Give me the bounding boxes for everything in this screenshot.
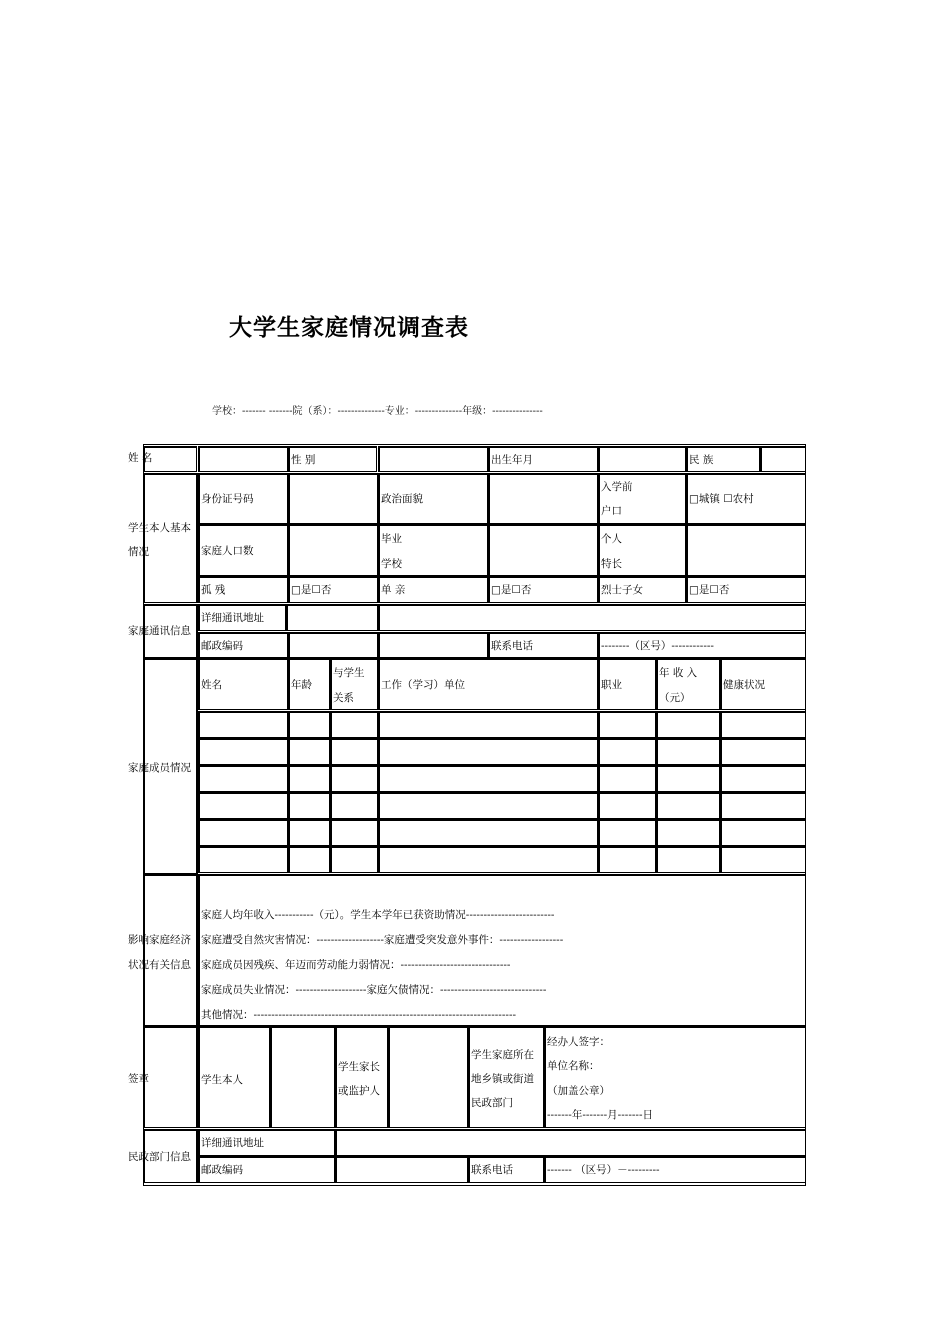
member-row-1-cell-4[interactable] [378,711,598,738]
label-family-count: 家庭人口数 [201,545,254,557]
econ-info-box[interactable] [198,874,806,1026]
member-row-4-cell-4[interactable] [378,792,598,819]
label-civil-3: 民政部门 [471,1097,513,1109]
label-martyr: 烈士子女 [601,584,643,596]
label-stamp: （加盖公章） [547,1085,610,1097]
cell-postcode-label [198,632,288,658]
member-row-3-cell-5[interactable] [598,765,656,792]
member-row-6-cell-2[interactable] [288,846,330,873]
label-address: 详细通讯地址 [201,612,264,624]
field-address-a[interactable] [286,604,378,631]
field-single-parent[interactable] [488,576,598,603]
label-orphan: 孤 残 [201,584,226,596]
field-ethnic[interactable] [760,446,806,472]
hukou-options: □城镇 ☐农村 [689,493,754,505]
cell-political-label [378,473,488,524]
member-row-2-cell-3[interactable] [330,738,378,765]
field-postcode-b[interactable] [378,632,488,658]
cell-gender-label [288,446,377,472]
label-political: 政治面貌 [381,493,423,505]
member-row-5-cell-1[interactable] [198,819,288,846]
member-row-6-cell-5[interactable] [598,846,656,873]
label-civil-address: 详细通讯地址 [201,1137,264,1149]
field-civil-address[interactable] [335,1129,806,1156]
field-postcode[interactable] [288,632,378,658]
member-row-3-cell-7[interactable] [720,765,806,792]
label-idno: 身份证号码 [201,493,254,505]
sign-section-label-cell [143,1026,198,1128]
field-idno[interactable] [288,473,378,524]
header-member-work [378,658,598,710]
field-parent-sign[interactable] [388,1026,468,1128]
label-member-income: 年 收 入 [659,667,698,679]
label-name: 姓 名 [128,452,153,464]
label-birth: 出生年月 [491,454,533,466]
econ-line-2: 家庭遭受自然灾害情况：-------------------家庭遭受突发意外事件：------------------ [201,934,564,946]
cell-hukou-label [598,473,686,524]
header-member-income [656,658,720,710]
member-row-5-cell-4[interactable] [378,819,598,846]
cell-single-parent-label [378,576,488,603]
label-civil-phone: 联系电话 [471,1164,513,1176]
label-hukou: 入学前 [601,481,633,493]
member-row-3-cell-4[interactable] [378,765,598,792]
cell-martyr-label [598,576,686,603]
field-phone[interactable] [598,632,806,658]
contact-section-label-cell [143,604,198,658]
label-sign: 签章 [128,1073,149,1085]
cell-civil-label [468,1026,544,1128]
label-member-work: 工作（学习）单位 [381,679,465,691]
member-row-4-cell-2[interactable] [288,792,330,819]
school-info-line: 学校：------- -------院（系）：--------------专业：--------------年级：--------------- [212,406,543,417]
cell-parent-label [335,1026,388,1128]
cell-address-label [198,604,286,631]
econ-line-5: 其他情况：-------------------------------------------------------------------------- [201,1009,517,1021]
header-member-age [288,658,330,710]
document-title: 大学生家庭情况调查表 [229,314,469,341]
member-row-4-cell-5[interactable] [598,792,656,819]
cell-grad-label [378,524,488,576]
label-unit: 单位名称： [547,1060,600,1072]
member-row-2-cell-7[interactable] [720,738,806,765]
label-econ: 影响家庭经济 [128,934,191,946]
cell-civil-address-label [198,1129,335,1156]
orphan-yesno: □是☐否 [291,584,332,596]
field-civil-sign[interactable] [544,1026,806,1128]
field-family-count[interactable] [288,524,378,576]
member-row-1-cell-7[interactable] [720,711,806,738]
cell-self-label [198,1026,270,1128]
label-contact: 家庭通讯信息 [128,625,191,637]
member-row-5-cell-7[interactable] [720,819,806,846]
survey-form [128,444,806,1186]
member-row-3-cell-1[interactable] [198,765,288,792]
field-civil-phone[interactable] [544,1156,806,1183]
field-birth[interactable] [598,446,686,472]
label-grad-2: 学校 [381,558,402,570]
label-handler: 经办人签字： [547,1036,610,1048]
label-ethnic: 民 族 [689,454,714,466]
label-parent: 学生家长 [338,1061,380,1073]
member-row-2-cell-2[interactable] [288,738,330,765]
cell-birth-label [488,446,598,472]
member-row-6-cell-4[interactable] [378,846,598,873]
label-civil-2: 地乡镇或街道 [471,1073,534,1085]
label-member-name: 姓名 [201,679,222,691]
member-row-1-cell-3[interactable] [330,711,378,738]
member-row-4-cell-3[interactable] [330,792,378,819]
member-row-5-cell-5[interactable] [598,819,656,846]
member-row-1-cell-2[interactable] [288,711,330,738]
field-self-sign[interactable] [270,1026,335,1128]
cell-name-label [143,446,197,472]
cell-civil-postcode-label [198,1156,335,1183]
label-grad: 毕业 [381,533,402,545]
members-section-label-cell [143,658,198,874]
member-row-1-cell-5[interactable] [598,711,656,738]
cell-family-count-label [198,524,288,576]
header-member-name [198,658,288,710]
member-row-4-cell-6[interactable] [656,792,720,819]
member-row-2-cell-4[interactable] [378,738,598,765]
cell-civil-phone-label [468,1156,544,1183]
field-orphan[interactable] [288,576,378,603]
label-talent: 个人 [601,533,622,545]
member-row-5-cell-2[interactable] [288,819,330,846]
label-single-parent: 单 亲 [381,584,406,596]
member-row-3-cell-6[interactable] [656,765,720,792]
econ-line-3: 家庭成员因残疾、年迈而劳动能力弱情况：------------------------------- [201,959,511,971]
header-member-health [720,658,806,710]
label-basic: 学生本人基本 [128,522,191,534]
label-parent-2: 或监护人 [338,1085,380,1097]
cell-talent-label [598,524,686,576]
econ-line-4: 家庭成员失业情况：--------------------家庭欠债情况：------------------------------ [201,984,547,996]
member-row-6-cell-7[interactable] [720,846,806,873]
label-member-job: 职业 [601,679,622,691]
field-political[interactable] [488,473,598,524]
member-row-4-cell-7[interactable] [720,792,806,819]
header-member-relation [330,658,378,710]
member-row-4-cell-1[interactable] [198,792,288,819]
single-parent-yesno: □是☐否 [491,584,532,596]
label-members: 家庭成员情况 [128,762,191,774]
label-hukou-2: 户口 [601,505,622,517]
label-talent-2: 特长 [601,558,622,570]
field-hukou[interactable] [686,473,806,524]
label-postcode: 邮政编码 [201,640,243,652]
econ-line-1: 家庭人均年收入-----------（元）。学生本学年已获资助情况------------------------- [201,909,555,921]
civil-phone-format: ------- （区号）－--------- [547,1164,660,1176]
field-name[interactable] [198,446,288,472]
label-phone: 联系电话 [491,640,533,652]
label-civil-info: 民政部门信息 [128,1151,191,1163]
member-row-6-cell-3[interactable] [330,846,378,873]
label-civil-postcode: 邮政编码 [201,1164,243,1176]
label-member-age: 年龄 [291,679,312,691]
field-martyr[interactable] [686,576,806,603]
basic-section-label-cell [143,473,198,603]
field-gender[interactable] [378,446,488,472]
cell-phone-label [488,632,598,658]
member-row-6-cell-6[interactable] [656,846,720,873]
member-row-2-cell-5[interactable] [598,738,656,765]
label-date: -------年-------月-------日 [547,1109,654,1121]
member-row-3-cell-3[interactable] [330,765,378,792]
label-member-relation: 与学生 [333,667,365,679]
field-talent[interactable] [686,524,806,576]
label-basic-2: 情况 [128,546,149,558]
member-row-2-cell-6[interactable] [656,738,720,765]
member-row-1-cell-6[interactable] [656,711,720,738]
member-row-1-cell-1[interactable] [198,711,288,738]
econ-section-label-cell [143,874,198,1026]
martyr-yesno: □是☐否 [689,584,730,596]
field-civil-postcode[interactable] [335,1156,468,1183]
cell-idno-label [198,473,288,524]
civil-section-label-cell [143,1129,198,1183]
label-gender: 性 别 [291,454,316,466]
member-row-2-cell-1[interactable] [198,738,288,765]
member-row-5-cell-6[interactable] [656,819,720,846]
phone-format: --------（区号）------------ [601,640,714,652]
member-row-3-cell-2[interactable] [288,765,330,792]
label-member-health: 健康状况 [723,679,765,691]
cell-ethnic-label [686,446,760,472]
field-address[interactable] [378,604,806,631]
member-row-6-cell-1[interactable] [198,846,288,873]
label-civil: 学生家庭所在 [471,1049,534,1061]
field-grad[interactable] [488,524,598,576]
header-member-job [598,658,656,710]
member-row-5-cell-3[interactable] [330,819,378,846]
label-member-income-2: （元） [659,692,691,704]
cell-orphan-label [198,576,288,603]
label-self: 学生本人 [201,1074,243,1086]
label-econ-2: 状况有关信息 [128,959,191,971]
label-member-relation-2: 关系 [333,692,354,704]
